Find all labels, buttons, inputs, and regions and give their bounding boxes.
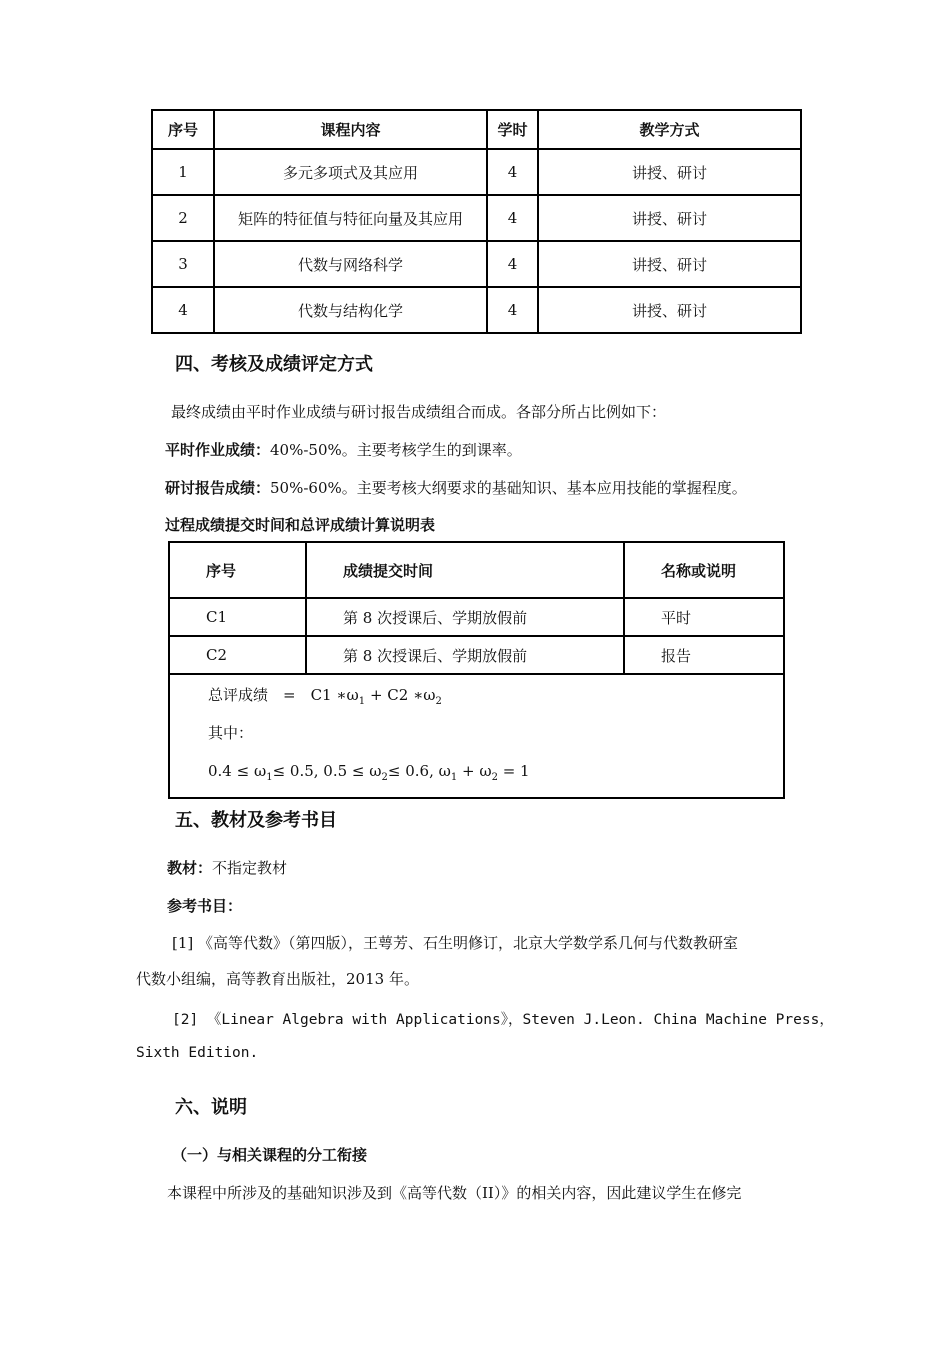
cell-method: 讲授、研讨 (538, 195, 801, 241)
section4-intro: 最终成绩由平时作业成绩与研讨报告成绩组合而成。各部分所占比例如下： (171, 403, 667, 421)
cell-index: 1 (152, 149, 214, 195)
section4-heading: 四、考核及成绩评定方式 (175, 354, 373, 375)
cell-hours: 4 (487, 149, 538, 195)
cell-hours: 4 (487, 195, 538, 241)
textbook-text: 不指定教材 (212, 859, 288, 877)
grade-item-homework (165, 439, 522, 460)
header-index: 序号 (169, 542, 306, 598)
subscript: 1 (358, 696, 366, 707)
formula-part: = 1 (497, 762, 530, 780)
grade-item-text: 40%-50%。主要考核学生的到课率。 (270, 441, 522, 459)
cell-description: 报告 (624, 636, 784, 674)
header-description: 名称或说明 (624, 542, 784, 598)
table-row (152, 241, 801, 287)
subscript: 2 (491, 772, 498, 783)
cell-content: 代数与网络科学 (214, 241, 487, 287)
cell-content: 矩阵的特征值与特征向量及其应用 (214, 195, 487, 241)
course-content-table (151, 109, 802, 334)
subscript: 1 (266, 772, 273, 783)
section6-heading: 六、说明 (175, 1097, 247, 1118)
table-row (152, 149, 801, 195)
cell-hours: 4 (487, 287, 538, 333)
grade-item-label: 平时作业成绩： (165, 441, 271, 459)
cell-method: 讲授、研讨 (538, 287, 801, 333)
cell-method: 讲授、研讨 (538, 241, 801, 287)
cell-hours: 4 (487, 241, 538, 287)
table-header-row (152, 110, 801, 149)
cell-submit-time: 第 8 次授课后、学期放假前 (306, 598, 624, 636)
cell-submit-time: 第 8 次授课后、学期放假前 (306, 636, 624, 674)
header-submit-time: 成绩提交时间 (306, 542, 624, 598)
formula-part: ≤ 0.6, ω (387, 762, 451, 780)
table-row (152, 195, 801, 241)
subscript: 1 (450, 772, 458, 783)
header-hours: 学时 (487, 110, 538, 149)
cell-method: 讲授、研讨 (538, 149, 801, 195)
reference-1-line-1: [1] 《高等代数》（第四版），王萼芳、石生明修订，北京大学数学系几何与代数教研室 (172, 934, 739, 952)
formula-part: + C2 ∗ω (365, 686, 436, 704)
formula-part: ≤ 0.5, 0.5 ≤ ω (272, 762, 382, 780)
textbook-line (167, 857, 287, 878)
cell-content: 代数与结构化学 (214, 287, 487, 333)
cell-index: 4 (152, 287, 214, 333)
section5-heading: 五、教材及参考书目 (175, 810, 337, 831)
formula-condition (208, 759, 783, 797)
cell-index: C1 (169, 598, 306, 636)
references-label: 参考书目： (167, 897, 243, 915)
grade-submission-table (168, 541, 785, 799)
subscript: 2 (435, 696, 442, 707)
table-header-row (169, 542, 784, 598)
cell-description: 平时 (624, 598, 784, 636)
header-index: 序号 (152, 110, 214, 149)
reference-1-line-2: 代数小组编，高等教育出版社，2013 年。 (136, 970, 419, 988)
formula-part: 总评成绩 = C1 ∗ω (208, 686, 359, 704)
table-row (169, 636, 784, 674)
table-row (152, 287, 801, 333)
reference-2-line-2: Sixth Edition. (136, 1045, 259, 1061)
table-row (169, 598, 784, 636)
cell-content: 多元多项式及其应用 (214, 149, 487, 195)
table2-title: 过程成绩提交时间和总评成绩计算说明表 (165, 516, 436, 534)
section6-text: 本课程中所涉及的基础知识涉及到《高等代数（II）》的相关内容，因此建议学生在修完 (167, 1184, 742, 1202)
cell-index: C2 (169, 636, 306, 674)
header-method: 教学方式 (538, 110, 801, 149)
formula-cell (169, 674, 784, 798)
formula-part: 0.4 ≤ ω (208, 762, 267, 780)
grade-item-label: 研讨报告成绩： (165, 479, 271, 497)
formula-part: + ω (457, 762, 492, 780)
textbook-label: 教材： (167, 859, 213, 877)
formula-total (208, 683, 783, 721)
section6-subheading: （一）与相关课程的分工衔接 (172, 1146, 368, 1164)
formula-where: 其中： (208, 724, 254, 742)
header-content: 课程内容 (214, 110, 487, 149)
subscript: 2 (381, 772, 388, 783)
reference-2-line-1: [2] 《Linear Algebra with Applications》，Steven J.Leon. China Machine Press， (172, 1012, 834, 1028)
grade-item-text: 50%-60%。主要考核大纲要求的基础知识、基本应用技能的掌握程度。 (270, 479, 747, 497)
grade-item-report (165, 477, 747, 498)
cell-index: 2 (152, 195, 214, 241)
cell-index: 3 (152, 241, 214, 287)
formula-row (169, 674, 784, 798)
